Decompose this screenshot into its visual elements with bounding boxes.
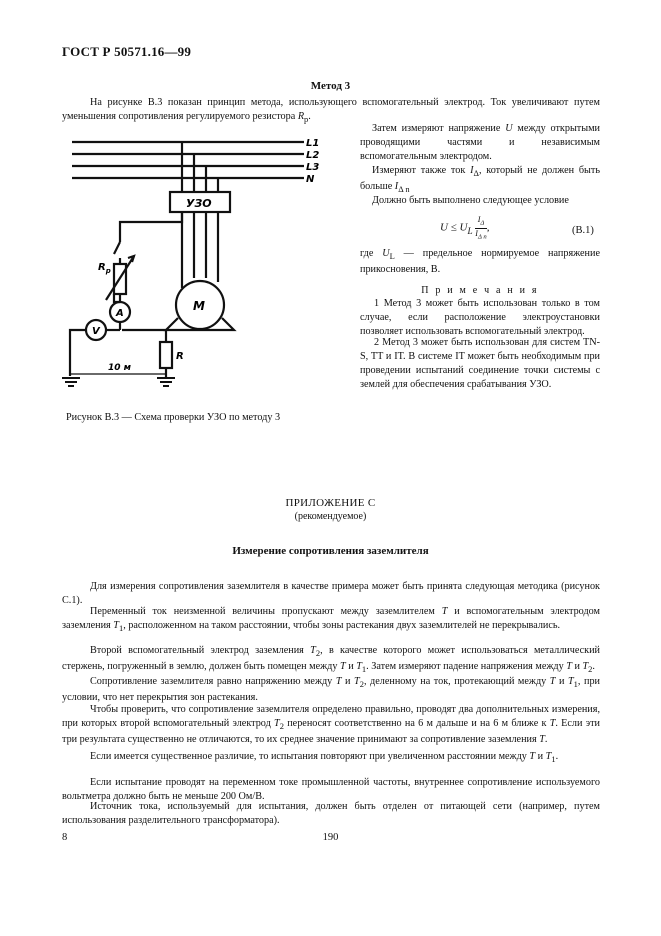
paragraph-where: где $U_L$ — предельное нормируемое напряжение прикосновения, В. [360,248,600,276]
note-1: 1 Метод 3 может быть использован только в том случае, если расположение электроустановки позволяет использовать вспомогательный электрод. [360,298,600,337]
appendix-subtitle: (рекомендуемое) [294,511,367,522]
label-ammeter: A [116,308,124,319]
label-motor: M [193,299,205,313]
label-l2: L2 [306,150,320,161]
label-n: N [306,174,315,185]
label-voltmeter: V [92,326,100,337]
appendix-paragraph-5: Чтобы проверить, что сопротивление заземлителя определено правильно, проводят два дополнительных измерения, при которых второй вспомогательный электрод $T_2$ переносят соответственно на 6 м дальше и на 6 м ближе к T. Если эти три результата существенно не отличаются, то их среднее значение принимают за сопротивление заземления T. [62,704,600,746]
paragraph-voltage: Затем измеряют напряжение U между открытыми проводящими частями и независимым вспомогательным электродом. [360,123,600,162]
figure-caption: Рисунок В.3 — Схема проверки УЗО по методу 3 [66,412,281,423]
paragraph-condition: Должно быть выполнено следующее условие [372,195,569,206]
appendix-paragraph-7: Если испытание проводят на переменном токе промышленной частоты, внутреннее сопротивление используемого вольтметра должно быть не меньше 200 Ом/В. [62,777,600,802]
appendix-paragraph-2: Переменный ток неизменной величины пропускают между заземлителем T и вспомогательным электродом заземления $T_1$, расположенном на таком расстоянии, чтобы зоны растекания двух заземлителей не перекрывались. [62,606,601,634]
notes-title: П р и м е ч а н и я [421,285,539,296]
label-rp: $R_p$ [98,262,111,275]
appendix-paragraph-1: Для измерения сопротивления заземлителя в качестве примера может быть принята следующая методика (рисунок С.1). [62,581,600,606]
label-rcd: УЗО [186,197,212,210]
circuit-diagram [62,130,352,400]
appendix-paragraph-6: Если имеется существенное различие, то испытания повторяют при увеличенном расстоянии между T и $T_1$. [90,751,559,765]
method-title: Метод 3 [310,80,351,92]
r-resistor [160,342,172,368]
note-2: 2 Метод 3 может быть использован для систем TN-S, TT и IT. В системе IT может быть необходимым при проведении испытаний соединение точки системы с землей для обеспечения срабатывания УЗО. [360,337,600,390]
appendix-paragraph-3: Второй вспомогательный электрод заземления $T_2$, в качестве которого может использоваться металлический стержень, погруженный в землю, должен быть помещен между T и $T_1$. Затем измеряют падение напряжения между T и $T_2$. [62,645,600,675]
appendix-title: ПРИЛОЖЕНИЕ С [285,497,376,509]
paragraph-current: Измеряют также ток $I_\Delta$, который не должен быть больше $I_{\Delta n}$ [360,165,600,195]
page-number-center: 190 [322,832,339,843]
label-r: R [176,351,184,362]
method-intro: На рисунке В.3 показан принцип метода, использующего вспомогательный электрод. Ток увеличивают путем уменьшения сопротивления регулируемого резистора $R_р$. [62,97,600,125]
label-distance: 10 м [108,363,132,373]
appendix-paragraph-8: Источник тока, используемый для испытания, должен быть отделен от питающей сети (например, путем использования разделительного трансформатора). [62,801,600,826]
formula-number: (В.1) [572,225,594,236]
label-l3: L3 [306,162,320,173]
document-header: ГОСТ Р 50571.16—99 [62,44,192,59]
appendix-paragraph-4: Сопротивление заземлителя равно напряжению между T и $T_2$, деленному на ток, протекающий между T и $T_1$, при условии, что нет перекрытия зон растекания. [62,676,600,704]
formula-fraction: $\frac{I_\Delta}{I_{\Delta n}}$ [475,215,487,241]
label-l1: L1 [306,138,320,149]
formula: $U \le U_L$ $\frac{I_\Delta}{I_{\Delta n}}$ , [440,215,490,241]
appendix-heading: Измерение сопротивления заземлителя [232,545,429,557]
page-number-left: 8 [62,832,68,843]
